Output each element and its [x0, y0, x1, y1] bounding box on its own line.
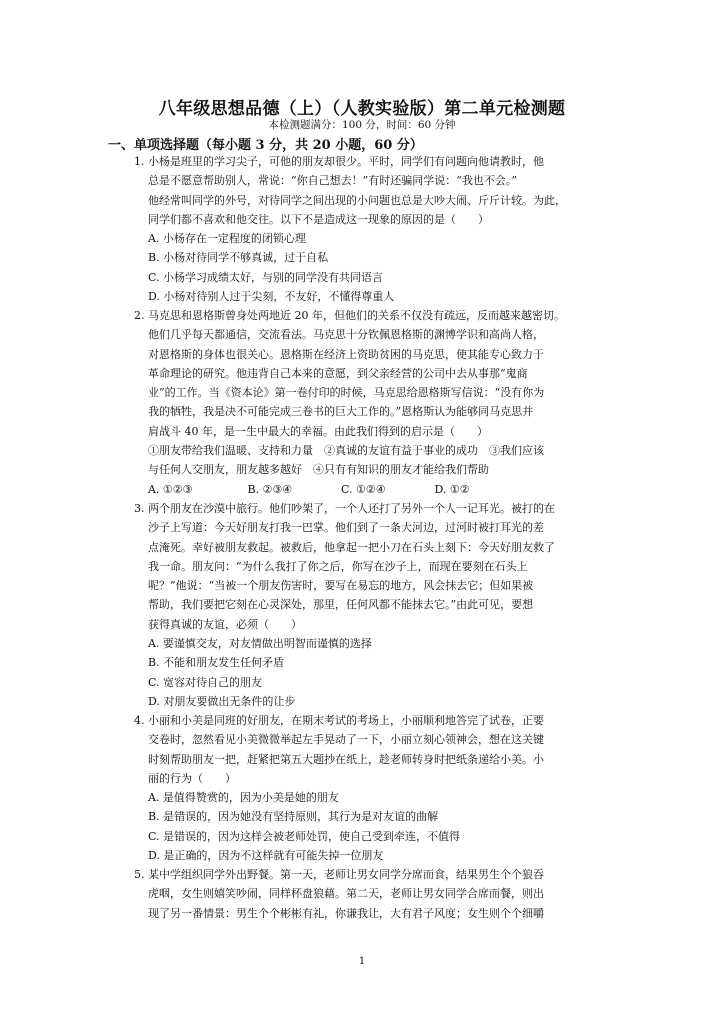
- question-text-line: 业”的工作。当《资本论》第一卷付印的时候，马克思给恩格斯写信说：“没有你为: [148, 386, 545, 400]
- option-a: A. 要谨慎交友，对友情做出明智而谨慎的选择: [148, 637, 372, 651]
- exam-info: 本检测题满分：100 分，时间：60 分钟: [268, 119, 456, 131]
- choice-a: A. ①②③: [148, 482, 193, 496]
- question-text-line: 5. 某中学组织同学外出野餐。第一天，老师让男女同学分席而食，结果男生个个狼吞: [134, 868, 544, 881]
- question-text-line: 获得真诚的友谊，必须（ ）: [148, 617, 302, 631]
- statement-line: 与任何人交朋友，朋友越多越好 ④只有有知识的朋友才能给我们帮助: [148, 463, 489, 477]
- question-text-line: 肩战斗 40 年，是一生中最大的幸福。由此我们得到的启示是（ ）: [148, 424, 488, 438]
- question-text-line: 时刻帮助朋友一把，赶紧把第五大题抄在纸上，趁老师转身时把纸条递给小美。小: [148, 752, 544, 766]
- page-number: 1: [358, 956, 366, 967]
- question-text-line: 对恩格斯的身体也很关心。恩格斯在经济上资助贫困的马克思，使其能专心致力于: [148, 347, 544, 361]
- question-text-line: 虎咽，女生则嬉笑吵闹，同样杯盘狼藉。第二天，老师让男女同学合席而餐，则出: [148, 887, 544, 901]
- question-text-line: 2. 马克思和恩格斯曾身处两地近 20 年，但他们的关系不仅没有疏远，反而越来越密切。: [134, 309, 565, 322]
- page-title: 八年级思想品德（上）（人教实验版）第二单元检测题: [158, 99, 566, 119]
- question-5: [134, 865, 628, 923]
- question-text-line: 现了另一番情景：男生个个彬彬有礼，你谦我让，大有君子风度；女生则个个细嚼: [148, 906, 544, 920]
- question-text-line: 4. 小丽和小美是同班的好朋友，在期末考试的考场上，小丽顺利地答完了试卷，正要: [134, 714, 544, 727]
- option-c: C. 小杨学习成绩太好，与别的同学没有共同语言: [148, 270, 384, 284]
- choice-d: D. ①②: [434, 482, 470, 496]
- option-b: B. 不能和朋友发生任何矛盾: [148, 656, 285, 670]
- question-text-line: 革命理论的研究。他违背自己本来的意愿，到父亲经营的公司中去从事那“鬼商: [148, 366, 528, 380]
- question-text-line: 点淹死。幸好被朋友救起。被救后，他拿起一把小刀在石头上刻下：今天好朋友救了: [148, 540, 555, 554]
- option-c: C. 宽容对待自己的朋友: [148, 675, 263, 689]
- option-b: B. 小杨对待同学不够真诚，过于自私: [148, 251, 329, 265]
- question-text-line: 交卷时，忽然看见小美微微举起左手晃动了一下，小丽立刻心领神会，想在这关键: [148, 733, 544, 747]
- question-text-line: 呢？”他说：“当被一个朋友伤害时，要写在易忘的地方，风会抹去它；但如果被: [148, 579, 534, 593]
- question-text-line: 总是不愿意帮助别人，常说：“你自己想去！”有时还骗同学说：“我也不会。”: [148, 174, 517, 188]
- choice-row: [134, 480, 628, 499]
- question-text-line: 我一命。朋友问：“为什么我打了你之后，你写在沙子上，而现在要刻在石头上: [148, 559, 528, 573]
- question-text-line: 沙子上写道：今天好朋友打我一巴掌。他们到了一条大河边，过河时被打耳光的差: [148, 521, 544, 535]
- question-text-line: 帮助，我们要把它刻在心灵深处，那里，任何风都不能抹去它。”由此可见，要想: [148, 598, 534, 612]
- section-heading: 一、单项选择题（每小题 3 分，共 20 小题，60 分）: [108, 138, 423, 153]
- choice-b: B. ②③④: [247, 482, 293, 496]
- question-4: [134, 711, 628, 865]
- option-a: A. 是值得赞赏的，因为小美是她的朋友: [148, 791, 339, 805]
- question-text-line: 我的牺牲，我是决不可能完成三卷书的巨大工作的。”恩格斯认为能够同马克思并: [148, 405, 534, 419]
- option-d: D. 小杨对待别人过于尖刻，不友好，不懂得尊重人: [148, 290, 395, 304]
- option-a: A. 小杨存在一定程度的闭锁心理: [148, 232, 306, 246]
- question-text-line: 他经常叫同学的外号，对待同学之间出现的小问题也总是大吵大闹、斤斤计较。为此，: [148, 193, 566, 207]
- option-d: D. 对朋友要做出无条件的让步: [148, 694, 296, 708]
- question-text-line: 1. 小杨是班里的学习尖子，可他的朋友却很少。平时，同学们有问题向他请教时，他: [134, 155, 544, 168]
- option-d: D. 是正确的，因为不这样就有可能失掉一位朋友: [148, 849, 384, 863]
- option-b: B. 是错误的，因为她没有坚持原则，其行为是对友谊的曲解: [148, 810, 439, 824]
- choice-c: C. ①②④: [341, 482, 386, 496]
- question-text-line: 3. 两个朋友在沙漠中旅行。他们吵架了，一个人还打了另外一个人一记耳光。被打的在: [134, 502, 555, 515]
- statement-line: ①朋友带给我们温暖、支持和力量 ②真诚的友谊有益于事业的成功 ③我们应该: [148, 444, 544, 458]
- option-c: C. 是错误的，因为这样会被老师处罚，使自己受到牵连，不值得: [148, 829, 461, 843]
- question-text-line: 丽的行为（ ）: [148, 771, 236, 785]
- question-text-line: 同学们都不喜欢和他交往。以下不是造成这一现象的原因的是（ ）: [148, 212, 489, 226]
- question-text-line: 他们几乎每天都通信，交流看法。马克思十分钦佩恩格斯的渊博学识和高尚人格，: [148, 328, 544, 342]
- question-2: [134, 306, 628, 499]
- question-3: [134, 499, 628, 711]
- question-1: [134, 152, 628, 306]
